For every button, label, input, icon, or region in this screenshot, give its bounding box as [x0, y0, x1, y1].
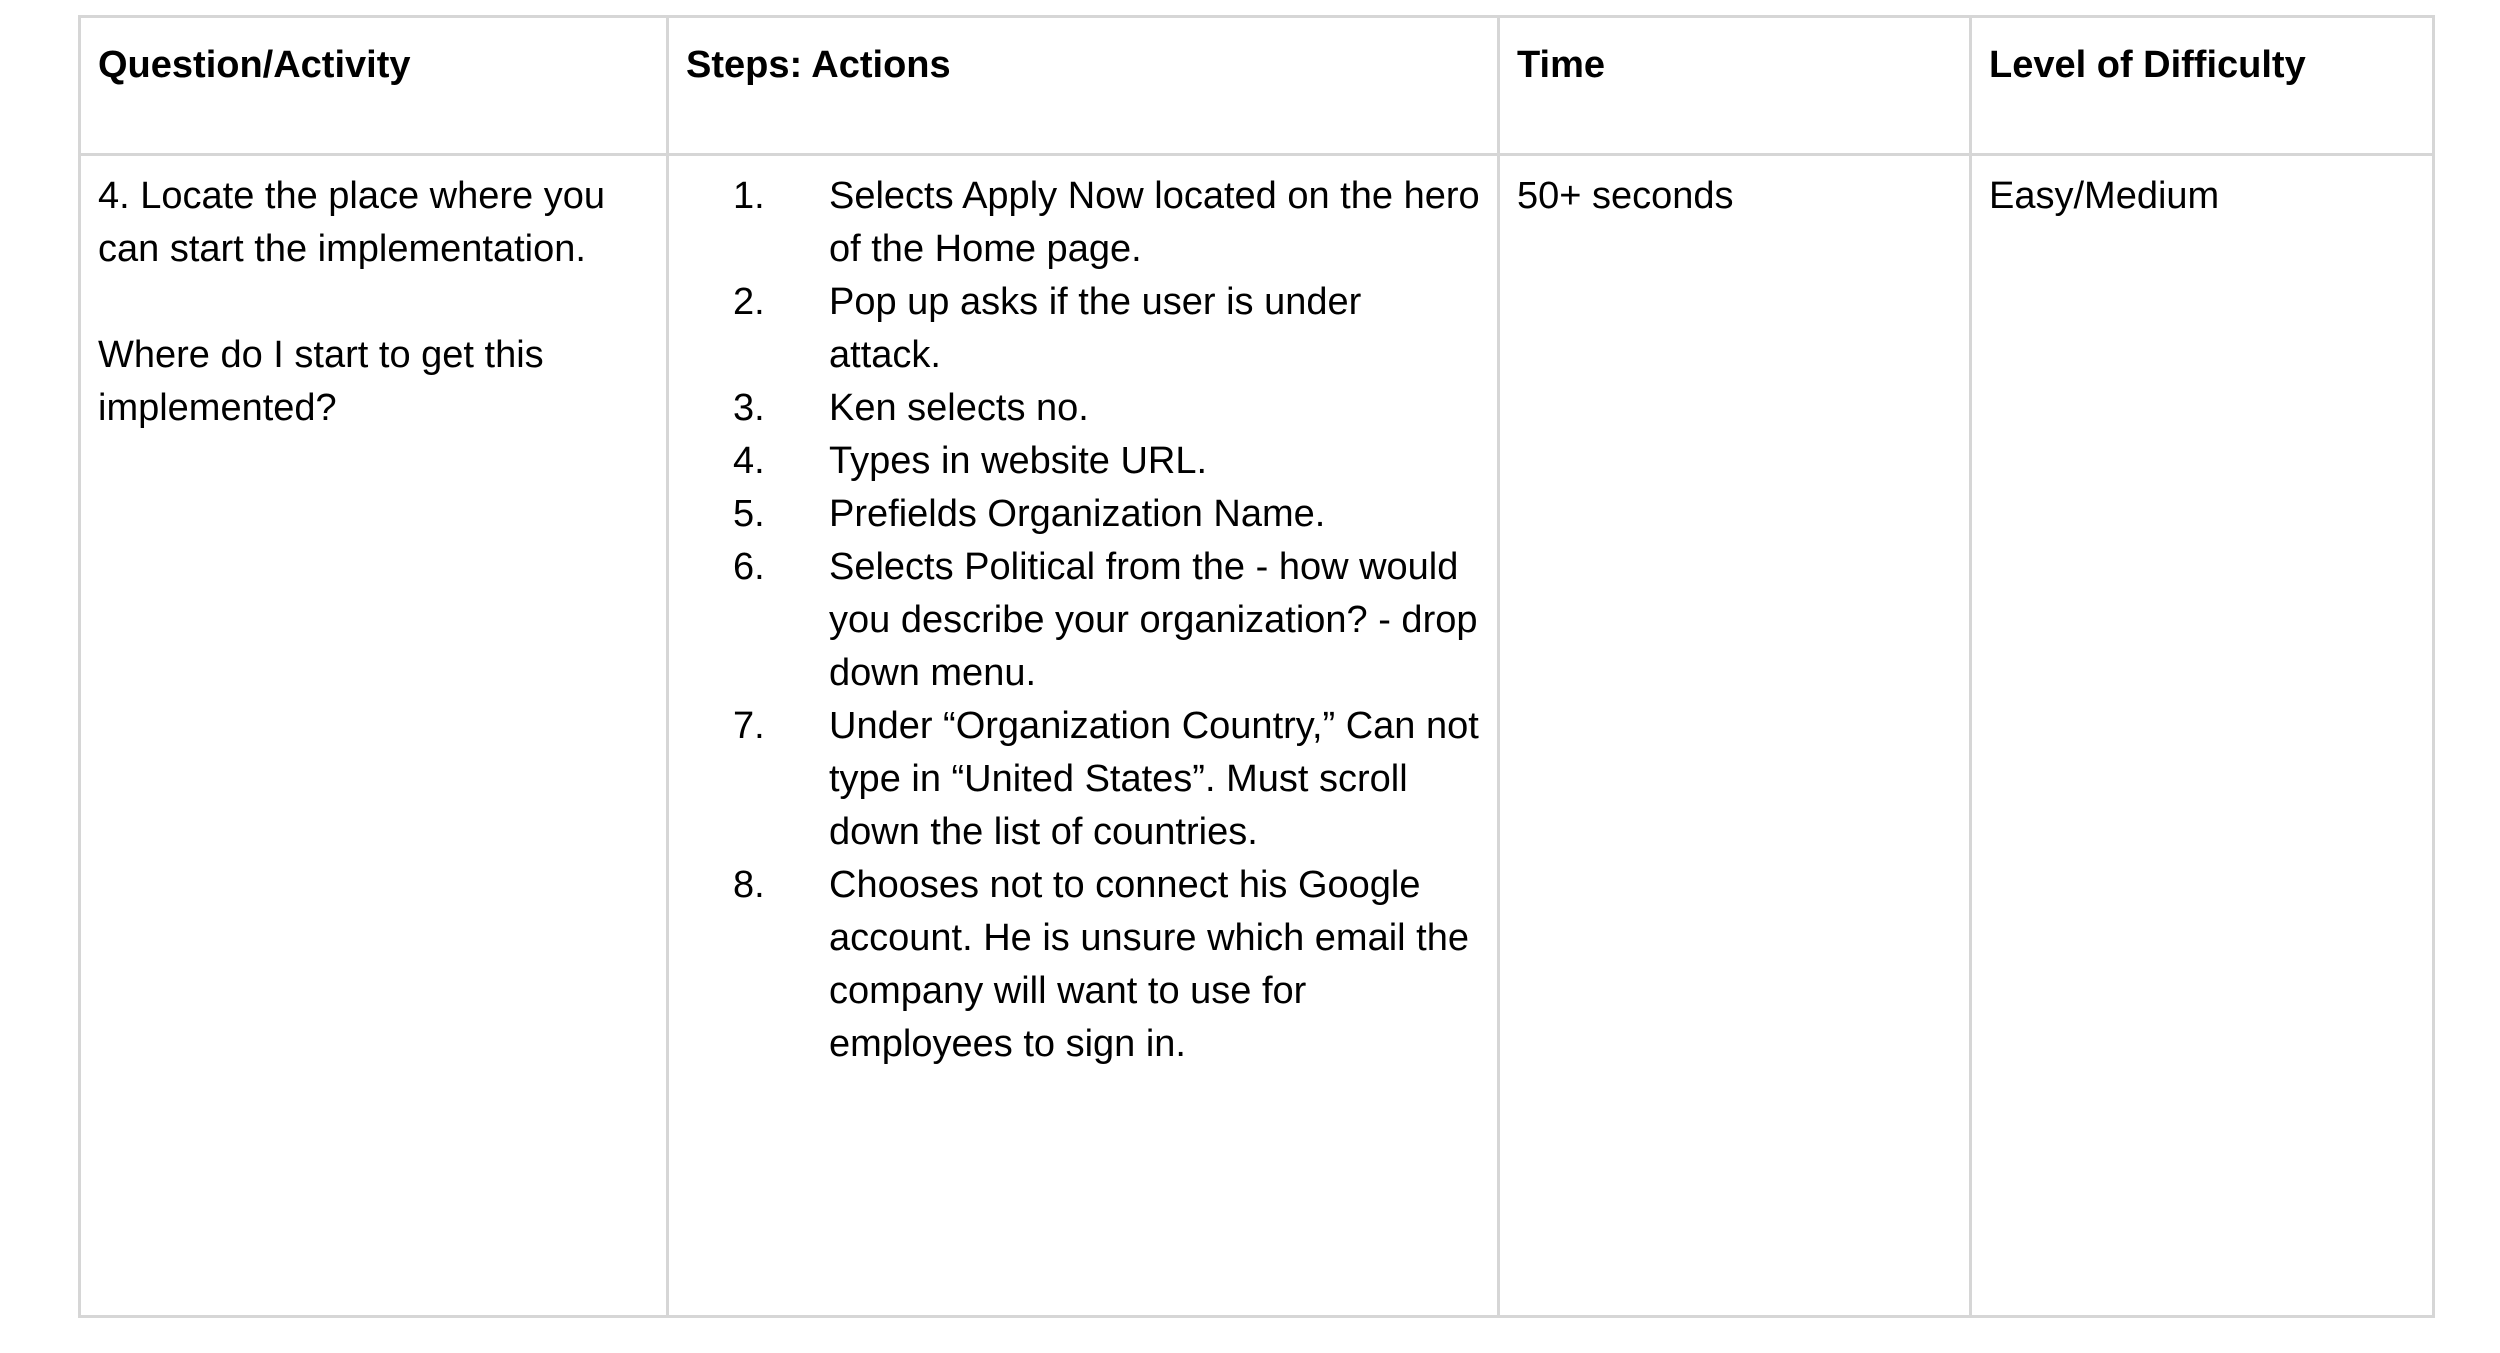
- list-item: [686, 170, 1481, 276]
- question-cell: [80, 155, 668, 1317]
- list-item: [686, 859, 1481, 1071]
- step-text: Pop up asks if the user is under attack.: [829, 281, 1362, 376]
- list-item: [686, 700, 1481, 859]
- header-question-activity: Question/Activity: [80, 17, 668, 155]
- list-item: [686, 382, 1481, 435]
- header-time: Time: [1499, 17, 1971, 155]
- difficulty-cell: Easy/Medium: [1971, 155, 2434, 1317]
- header-steps-actions: Steps: Actions: [668, 17, 1499, 155]
- step-text: Under “Organization Country,” Can not type in “United States”. Must scroll down the list of countries.: [829, 705, 1479, 853]
- table-row: [80, 155, 2434, 1317]
- step-text: Chooses not to connect his Google account. He is unsure which email the company will want to use for employees to sign in.: [829, 864, 1469, 1065]
- step-text: Selects Political from the - how would you describe your organization? - drop down menu.: [829, 546, 1478, 694]
- step-number: 4.: [733, 440, 765, 482]
- list-item: [686, 541, 1481, 700]
- step-number: 1.: [733, 175, 765, 217]
- time-cell: 50+ seconds: [1499, 155, 1971, 1317]
- step-text: Selects Apply Now located on the hero of the Home page.: [829, 175, 1480, 270]
- step-number: 7.: [733, 705, 765, 747]
- header-level-of-difficulty: Level of Difficulty: [1971, 17, 2434, 155]
- step-number: 2.: [733, 281, 765, 323]
- step-text: Ken selects no.: [829, 387, 1089, 429]
- step-number: 3.: [733, 387, 765, 429]
- steps-cell: [668, 155, 1499, 1317]
- step-number: 5.: [733, 493, 765, 535]
- question-text: 4. Locate the place where you can start the implementation.: [98, 175, 606, 270]
- list-item: [686, 435, 1481, 488]
- list-item: [686, 488, 1481, 541]
- step-text: Types in website URL.: [829, 440, 1208, 482]
- usability-task-table: [78, 15, 2435, 1318]
- step-number: 8.: [733, 864, 765, 906]
- table-header-row: [80, 17, 2434, 155]
- steps-list: [686, 170, 1481, 1071]
- step-text: Prefields Organization Name.: [829, 493, 1326, 535]
- question-prompt: Where do I start to get this implemented?: [98, 334, 544, 429]
- step-number: 6.: [733, 546, 765, 588]
- list-item: [686, 276, 1481, 382]
